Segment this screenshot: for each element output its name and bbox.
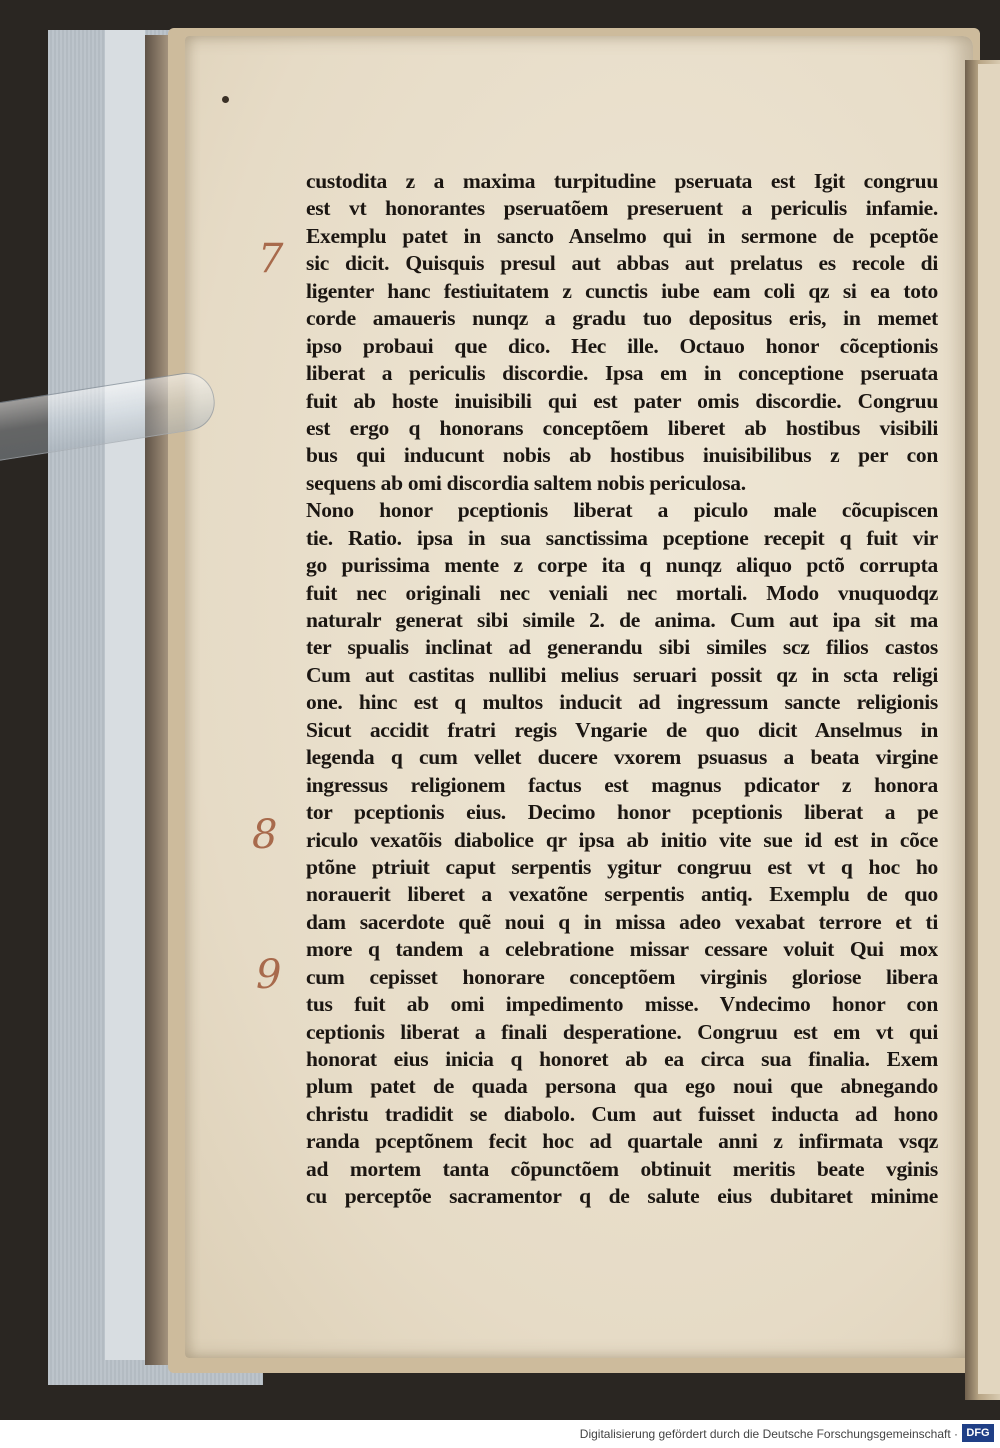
text-line: more q tandem a celebratione missar cessare voluit Qui mox bbox=[306, 937, 938, 962]
text-line: randa pceptõnem fecit hoc ad quartale anni z infirmata vsqz bbox=[306, 1129, 938, 1154]
text-line: tus fuit ab omi impedimento misse. Vndecimo honor con bbox=[306, 992, 938, 1017]
footer-bar bbox=[0, 1420, 1000, 1448]
text-line: Sicut accidit fratri regis Vngarie de quo dicit Anselmus in bbox=[306, 717, 938, 742]
text-line: norauerit liberet a vexatõne serpentis antiq. Exemplu de quo bbox=[306, 882, 938, 907]
text-line: plum patet de quada persona qua ego noui que abnegando bbox=[306, 1074, 938, 1099]
text-line: ligenter hanc festiuitatem z cunctis iube eam coli qz si ea toto bbox=[306, 278, 938, 303]
text-line: dam sacerdote quẽ noui q in missa adeo vexabat terrore et ti bbox=[306, 909, 938, 934]
page-text-block bbox=[306, 168, 938, 1211]
text-line: fuit nec originali nec veniali nec mortali. Modo vnuquodqz bbox=[306, 580, 938, 605]
text-line: cu perceptõe sacramentor q de salute eius dubitaret minime bbox=[306, 1184, 938, 1209]
text-line: ceptionis liberat a finali desperatione. Congruu est em vt qui bbox=[306, 1019, 938, 1044]
text-line: tie. Ratio. ipsa in sua sanctissima pceptione recepit q fuit vir bbox=[306, 525, 938, 550]
text-line: Cum aut castitas nullibi melius seruari possit qz in scta religi bbox=[306, 662, 938, 687]
text-line: riculo vexatõis diabolice qr ipsa ab initio vite sue id est in cõce bbox=[306, 827, 938, 852]
text-line: corde amaueris nunqz a gradu tuo depositus eris, in memet bbox=[306, 306, 938, 331]
text-line: one. hinc est q multos inducit ad ingressum sancte religionis bbox=[306, 690, 938, 715]
text-line: ad mortem tanta cõpunctõem obtinuit meritis beate vginis bbox=[306, 1156, 938, 1181]
text-line: Exemplu patet in sancto Anselmo qui in sermone de pceptõe bbox=[306, 223, 938, 248]
page-hole-mark bbox=[222, 96, 229, 103]
text-line: tor pceptionis eius. Decimo honor pceptionis liberat a pe bbox=[306, 800, 938, 825]
text-line: ter spualis inclinat ad generandu sibi similes scz filios castos bbox=[306, 635, 938, 660]
margin-note-8: 8 bbox=[252, 812, 278, 858]
text-line: ptõne ptriuit caput serpentis ygitur congruu est vt q hoc ho bbox=[306, 854, 938, 879]
text-line: christu tradidit se diabolo. Cum aut fuisset inducta ad hono bbox=[306, 1101, 938, 1126]
text-line: sequens ab omi discordia saltem nobis periculosa. bbox=[306, 470, 746, 495]
text-line: bus qui inducunt nobis ab hostibus inuisibilibus z per con bbox=[306, 443, 938, 468]
text-line: legenda q cum vellet ducere vxorem psuasus a beata virgine bbox=[306, 745, 938, 770]
text-line: est vt honorantes pseruatõem preseruent a periculis infamie. bbox=[306, 196, 938, 221]
text-line: go purissima mente z corpe ita q nunqz aliquo pctõ corrupta bbox=[306, 553, 938, 578]
text-line: cum cepisset honorare conceptõem virginis gloriose libera bbox=[306, 964, 938, 989]
text-line: liberat a periculis discordie. Ipsa em in conceptione pseruata bbox=[306, 361, 938, 386]
margin-note-9: 9 bbox=[256, 952, 282, 998]
text-line: fuit ab hoste inuisibili qui est pater omis discordie. Congruu bbox=[306, 388, 938, 413]
margin-note-7: 7 bbox=[258, 236, 284, 282]
text-line: ingressus religionem factus est magnus pdicator z honora bbox=[306, 772, 938, 797]
facing-page-edge bbox=[978, 64, 1000, 1394]
footer-credit: Digitalisierung gefördert durch die Deutsche Forschungsgemeinschaft · bbox=[579, 1427, 958, 1441]
text-line: custodita z a maxima turpitudine pseruata est Igit congruu bbox=[306, 169, 938, 193]
text-line: sic dicit. Quisquis presul aut abbas aut prelatus es recole di bbox=[306, 251, 938, 276]
dfg-logo: DFG bbox=[962, 1424, 994, 1442]
text-line: Nono honor pceptionis liberat a piculo male cõcupiscen bbox=[306, 498, 938, 523]
text-line: honorat eius inicia q honoret ab ea circa sua finalia. Exem bbox=[306, 1047, 938, 1071]
text-line: ipso probaui que dico. Hec ille. Octauo honor cõceptionis bbox=[306, 333, 938, 358]
text-line: est ergo q honorans conceptõem liberet ab hostibus visibili bbox=[306, 415, 938, 440]
text-line: naturalr generat sibi simile 2. de anima. Cum aut ipa sit ma bbox=[306, 608, 938, 632]
backing-board-light-strip bbox=[105, 30, 145, 1360]
